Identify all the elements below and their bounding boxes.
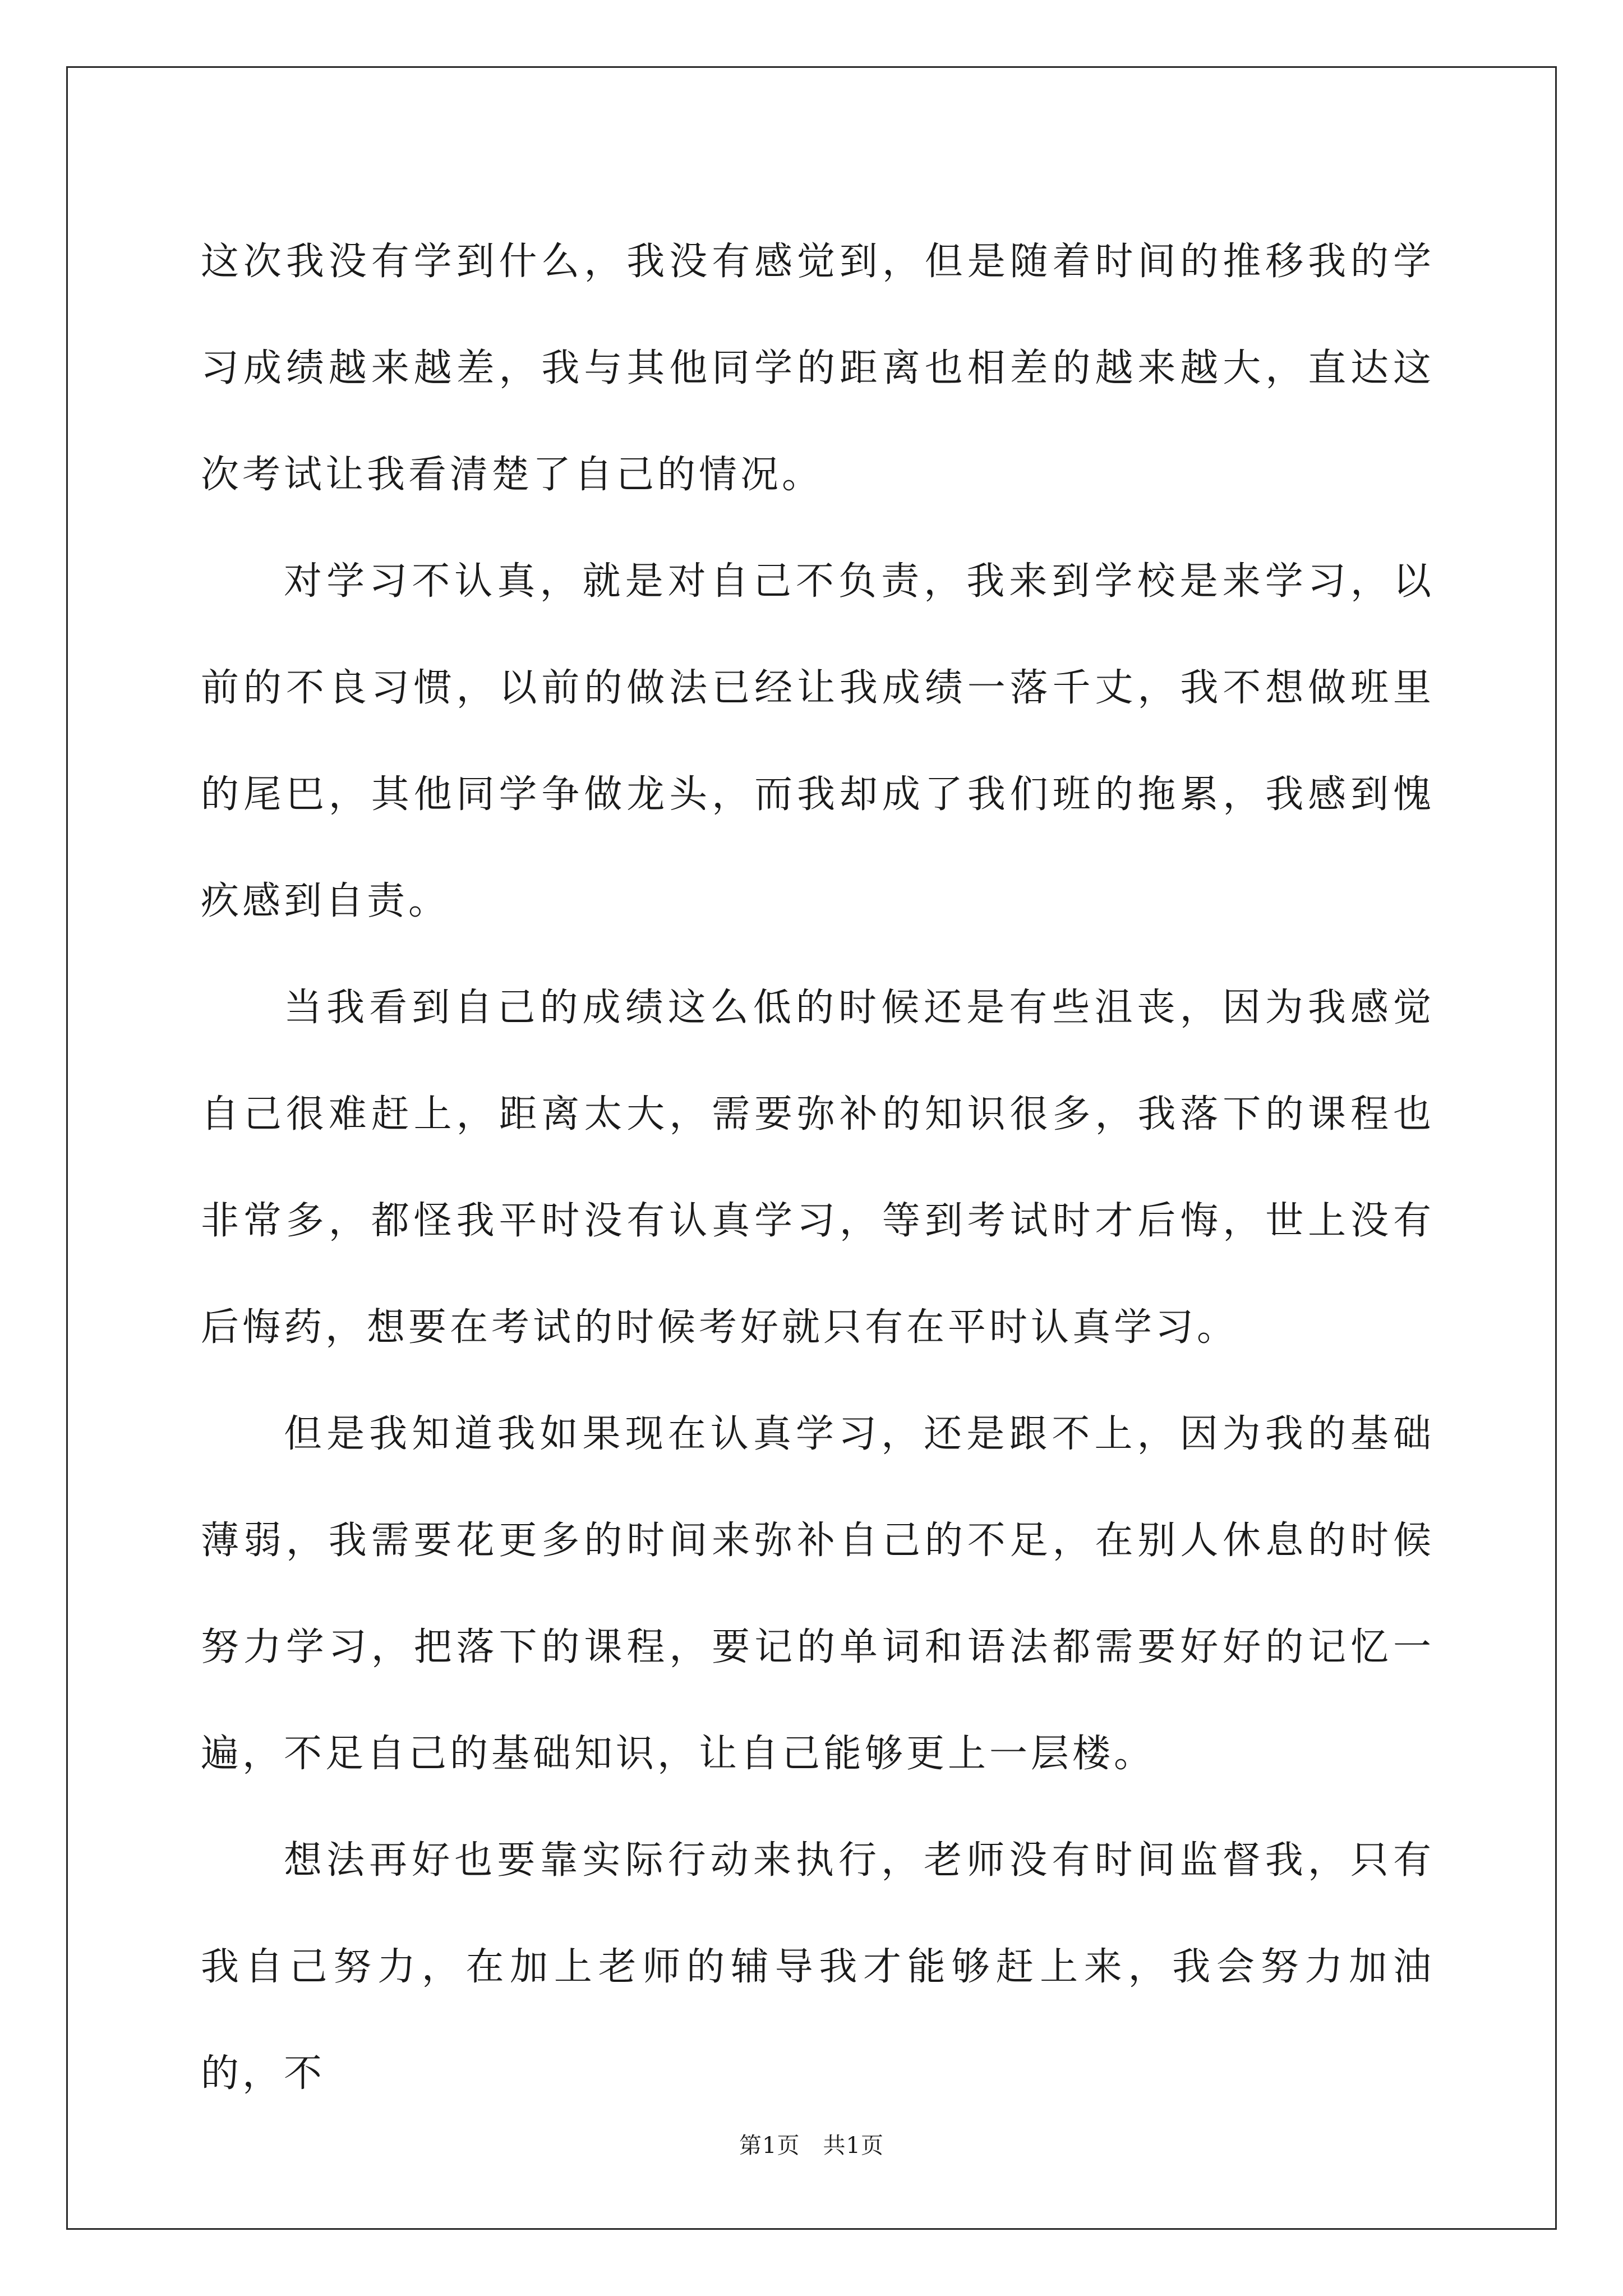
paragraph-5: 想法再好也要靠实际行动来执行，老师没有时间监督我，只有我自己努力，在加上老师的辅导我才能够赶上来，我会努力加油的，不: [201, 1838, 1435, 2096]
paragraph-2: 对学习不认真，就是对自己不负责，我来到学校是来学习，以前的不良习惯，以前的做法已经让我成绩一落千丈，我不想做班里的尾巴，其他同学争做龙头，而我却成了我们班的拖累，我感到愧疚感到自责。: [201, 559, 1435, 923]
document-body: [201, 209, 1435, 2127]
page-number: 第1页 共1页: [739, 2133, 884, 2159]
paragraph-1: 这次我没有学到什么，我没有感觉到，但是随着时间的推移我的学习成绩越来越差，我与其他同学的距离也相差的越来越大，直达这次考试让我看清楚了自己的情况。: [201, 240, 1435, 497]
paragraph-4: 但是我知道我如果现在认真学习，还是跟不上，因为我的基础薄弱，我需要花更多的时间来弥补自己的不足，在别人休息的时候努力学习，把落下的课程，要记的单词和语法都需要好好的记忆一遍，不足自己的基础知识，让自己能够更上一层楼。: [201, 1412, 1435, 1776]
paragraph-3: 当我看到自己的成绩这么低的时候还是有些沮丧，因为我感觉自己很难赶上，距离太大，需要弥补的知识很多，我落下的课程也非常多，都怪我平时没有认真学习，等到考试时才后悔，世上没有后悔药，想要在考试的时候考好就只有在平时认真学习。: [201, 986, 1435, 1350]
